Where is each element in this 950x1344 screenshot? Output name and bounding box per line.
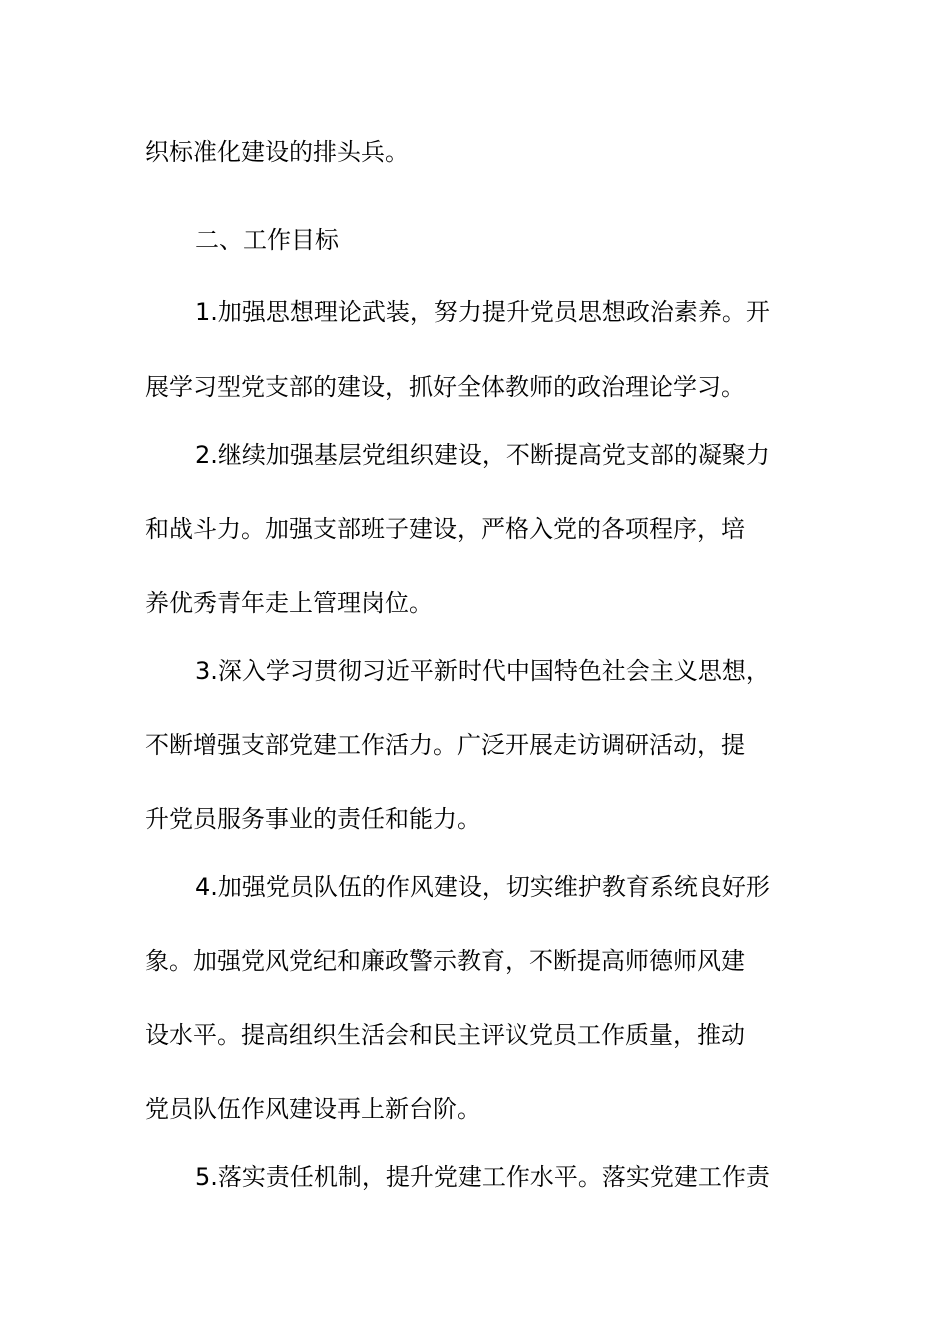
text-line: 养优秀青年走上管理岗位。 — [145, 589, 433, 617]
text-line: 设水平。提高组织生活会和民主评议党员工作质量，推动 — [145, 1021, 745, 1049]
text-line: 和战斗力。加强支部班子建设，严格入党的各项程序，培 — [145, 515, 745, 543]
text-line: 不断增强支部党建工作活力。广泛开展走访调研活动，提 — [145, 731, 745, 759]
text-line: 展学习型党支部的建设，抓好全体教师的政治理论学习。 — [145, 373, 745, 401]
text-line: 1.加强思想理论武装，努力提升党员思想政治素养。开 — [195, 298, 770, 326]
text-line: 升党员服务事业的责任和能力。 — [145, 805, 481, 833]
text-line: 象。加强党风党纪和廉政警示教育，不断提高师德师风建 — [145, 947, 745, 975]
text-line: 织标准化建设的排头兵。 — [145, 138, 409, 166]
section-heading: 二、工作目标 — [195, 226, 339, 254]
text-line: 2.继续加强基层党组织建设，不断提高党支部的凝聚力 — [195, 441, 770, 469]
text-line: 3.深入学习贯彻习近平新时代中国特色社会主义思想， — [195, 657, 770, 685]
text-line: 5.落实责任机制，提升党建工作水平。落实党建工作责 — [195, 1163, 770, 1191]
text-line: 党员队伍作风建设再上新台阶。 — [145, 1095, 481, 1123]
text-line: 4.加强党员队伍的作风建设，切实维护教育系统良好形 — [195, 873, 770, 901]
